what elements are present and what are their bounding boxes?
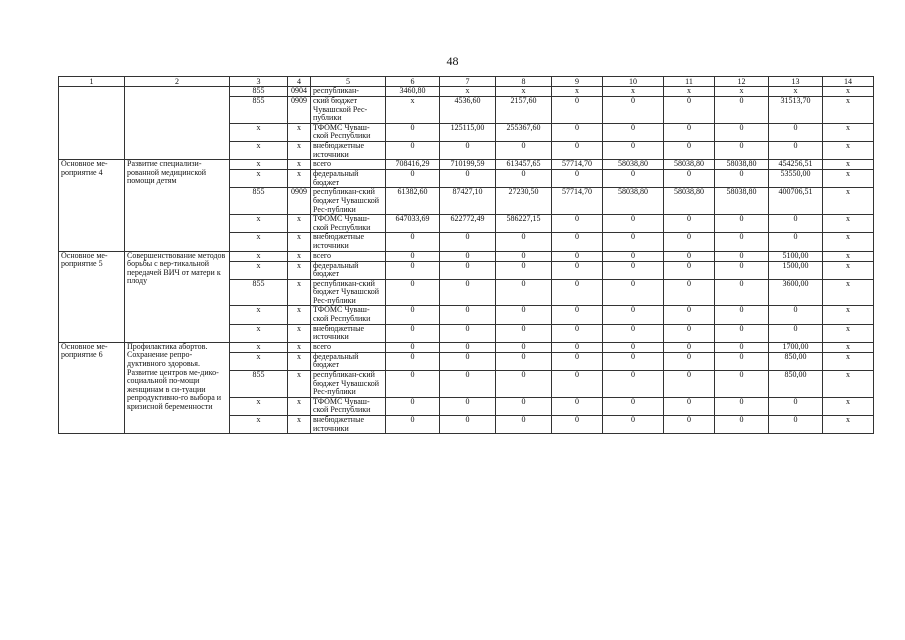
table-cell: 0 (552, 251, 603, 261)
table-cell: 0 (715, 141, 769, 159)
table-cell: 58038,80 (664, 188, 715, 215)
table-cell: 0 (603, 261, 664, 279)
table-cell: x (664, 87, 715, 97)
table-cell: 0 (552, 397, 603, 415)
column-number: 13 (769, 77, 823, 87)
table-cell: 0 (715, 97, 769, 124)
table-cell: x (823, 371, 874, 398)
table-cell: x (230, 397, 288, 415)
table-cell: 0 (496, 352, 552, 370)
table-cell: 125115,00 (440, 123, 496, 141)
table-cell: 0 (440, 170, 496, 188)
column-number-row (59, 77, 874, 87)
table-cell: 0 (664, 215, 715, 233)
table-cell: x (230, 215, 288, 233)
table-cell: 0 (552, 261, 603, 279)
column-number: 7 (440, 77, 496, 87)
table-cell: x (823, 261, 874, 279)
measure-name-cell (59, 87, 125, 160)
table-cell: 0 (386, 397, 440, 415)
table-cell: x (288, 170, 311, 188)
column-number: 14 (823, 77, 874, 87)
table-cell: x (823, 397, 874, 415)
table-cell: 58038,80 (603, 160, 664, 170)
funding-source-cell: внебюджетные источники (311, 324, 386, 342)
table-cell: 0 (552, 342, 603, 352)
table-cell: 0 (664, 416, 715, 434)
funding-source-cell: всего (311, 251, 386, 261)
table-cell: 0 (440, 233, 496, 251)
table-cell: 0 (664, 371, 715, 398)
table-cell: 0 (603, 352, 664, 370)
table-cell: 855 (230, 97, 288, 124)
table-cell: x (288, 416, 311, 434)
table-cell: x (230, 324, 288, 342)
table-row (59, 251, 874, 261)
table-cell: 0 (769, 215, 823, 233)
table-cell: 0 (552, 215, 603, 233)
table-cell: 0 (603, 306, 664, 324)
table-cell: 586227,15 (496, 215, 552, 233)
table-cell: 0 (664, 123, 715, 141)
table-cell: 31513,70 (769, 97, 823, 124)
table-cell: 400706,51 (769, 188, 823, 215)
table-cell: 708416,29 (386, 160, 440, 170)
table-cell: 0 (664, 342, 715, 352)
page-number: 48 (446, 54, 459, 68)
table-cell: 0 (386, 251, 440, 261)
column-number: 8 (496, 77, 552, 87)
table-cell: 1700,00 (769, 342, 823, 352)
column-number: 1 (59, 77, 125, 87)
table-cell: x (288, 371, 311, 398)
table-cell: 454256,51 (769, 160, 823, 170)
table-cell: x (230, 170, 288, 188)
table-cell: x (288, 279, 311, 306)
table-cell: 0 (496, 416, 552, 434)
table-cell: 4536,60 (440, 97, 496, 124)
table-cell: x (230, 261, 288, 279)
table-cell: 0 (715, 342, 769, 352)
table-cell: 0 (603, 397, 664, 415)
table-cell: 0 (715, 123, 769, 141)
funding-source-cell: федеральный бюджет (311, 352, 386, 370)
table-cell: x (823, 279, 874, 306)
table-cell: 0 (715, 233, 769, 251)
table-cell: 58038,80 (603, 188, 664, 215)
table-cell: 855 (230, 279, 288, 306)
table-cell: x (230, 251, 288, 261)
table-cell: 855 (230, 188, 288, 215)
table-cell: 53550,00 (769, 170, 823, 188)
table-cell: 0 (603, 233, 664, 251)
table-cell: x (823, 123, 874, 141)
funding-source-cell: ТФОМС Чуваш-ской Республики (311, 397, 386, 415)
table-cell: 0 (440, 261, 496, 279)
table-cell: 0 (496, 170, 552, 188)
table-cell: 0 (715, 170, 769, 188)
table-cell: 0 (386, 371, 440, 398)
table-cell: 61382,60 (386, 188, 440, 215)
table-cell: 0 (386, 261, 440, 279)
table-cell: 0 (552, 141, 603, 159)
table-cell: x (288, 215, 311, 233)
table-cell: 0 (769, 141, 823, 159)
table-cell: x (823, 416, 874, 434)
table-cell: 0 (496, 306, 552, 324)
table-cell: 0 (603, 371, 664, 398)
table-cell: 0 (769, 397, 823, 415)
table-cell: 0 (664, 324, 715, 342)
column-number: 6 (386, 77, 440, 87)
table-cell: x (230, 123, 288, 141)
table-cell: 0 (552, 352, 603, 370)
table-cell: 255367,60 (496, 123, 552, 141)
column-number: 2 (125, 77, 230, 87)
table-cell: 0 (603, 215, 664, 233)
funding-source-cell: всего (311, 160, 386, 170)
table-cell: x (288, 123, 311, 141)
table-cell: 87427,10 (440, 188, 496, 215)
table-cell: 0 (715, 416, 769, 434)
table-cell: x (230, 306, 288, 324)
table-cell: 0 (496, 397, 552, 415)
table-cell: 0 (769, 416, 823, 434)
table-cell: x (288, 261, 311, 279)
table-cell: 0909 (288, 188, 311, 215)
table-cell: 710199,59 (440, 160, 496, 170)
table-cell: 1500,00 (769, 261, 823, 279)
funding-source-cell: внебюджетные источники (311, 416, 386, 434)
table-cell: 0 (386, 123, 440, 141)
table-cell: 0 (386, 233, 440, 251)
table-cell: x (823, 233, 874, 251)
budget-table (58, 76, 874, 434)
table-cell: 0 (603, 279, 664, 306)
table-cell: 0 (603, 97, 664, 124)
table-cell: x (603, 87, 664, 97)
table-cell: 0 (769, 324, 823, 342)
table-row (59, 342, 874, 352)
table-cell: 647033,69 (386, 215, 440, 233)
funding-source-cell: внебюджетные источники (311, 141, 386, 159)
table-cell: 0 (386, 141, 440, 159)
table-cell: x (440, 87, 496, 97)
table-body (59, 87, 874, 434)
table-cell: x (823, 215, 874, 233)
table-cell: x (823, 324, 874, 342)
table-cell: 0 (496, 261, 552, 279)
table-cell: x (230, 160, 288, 170)
table-cell: 0 (552, 233, 603, 251)
table-cell: 0 (603, 251, 664, 261)
table-cell: 3600,00 (769, 279, 823, 306)
table-cell: 0 (664, 97, 715, 124)
table-cell: 850,00 (769, 352, 823, 370)
table-cell: 0 (496, 342, 552, 352)
table-cell: 0 (715, 215, 769, 233)
table-cell: x (715, 87, 769, 97)
table-cell: 0 (440, 397, 496, 415)
table-cell: 0 (386, 352, 440, 370)
table-cell: 0 (715, 306, 769, 324)
table-cell: 0 (552, 306, 603, 324)
table-cell: 0 (664, 141, 715, 159)
table-cell: x (288, 306, 311, 324)
table-cell: x (823, 170, 874, 188)
table-cell: 0 (769, 233, 823, 251)
table-cell: 0 (552, 170, 603, 188)
table-cell: x (288, 352, 311, 370)
table-cell: 0 (386, 170, 440, 188)
funding-source-cell: ТФОМС Чуваш-ской Республики (311, 123, 386, 141)
table-cell: 0 (715, 261, 769, 279)
table-cell: x (288, 141, 311, 159)
table-cell: 0 (552, 97, 603, 124)
table-cell: 5100,00 (769, 251, 823, 261)
funding-source-cell: ский бюджет Чувашской Рес-публики (311, 97, 386, 124)
table-cell: x (552, 87, 603, 97)
table-cell: 0 (440, 141, 496, 159)
table-cell: x (288, 233, 311, 251)
table-cell: x (230, 342, 288, 352)
funding-source-cell: республикан-ский бюджет Чувашской Рес-публики (311, 279, 386, 306)
table-cell: 0 (715, 352, 769, 370)
table-cell: 58038,80 (664, 160, 715, 170)
table-cell: 0 (496, 233, 552, 251)
column-number: 12 (715, 77, 769, 87)
funding-source-cell: республикан-ский бюджет Чувашской Рес-публики (311, 371, 386, 398)
table-cell: 0 (386, 416, 440, 434)
table-cell: x (823, 87, 874, 97)
table-cell: 0 (440, 416, 496, 434)
table-cell: 0 (552, 416, 603, 434)
table-row (59, 160, 874, 170)
measure-name-cell: Основное ме-роприятие 4 (59, 160, 125, 251)
table-cell: 622772,49 (440, 215, 496, 233)
table-cell: x (288, 251, 311, 261)
table-cell: x (823, 352, 874, 370)
column-number: 9 (552, 77, 603, 87)
table-cell: 0 (440, 371, 496, 398)
table-cell: 0 (715, 279, 769, 306)
measure-description-cell: Профилактика абортов. Сохранение репро-дуктивного здоровья. Развитие центров ме-дико-социальной по-мощи женщинам в си-туации репродуктивно-го выбора и кризисной беременности (125, 342, 230, 433)
table-cell: 0 (664, 279, 715, 306)
table-cell: 0 (603, 324, 664, 342)
table-cell: 0 (440, 306, 496, 324)
table-cell: 613457,65 (496, 160, 552, 170)
measure-description-cell (125, 87, 230, 160)
table-cell: 0 (386, 342, 440, 352)
table-cell: x (288, 397, 311, 415)
table-cell: 27230,50 (496, 188, 552, 215)
table-cell: 0 (664, 306, 715, 324)
table-cell: 0 (496, 279, 552, 306)
table-cell: 0 (440, 251, 496, 261)
table-cell: 0 (664, 233, 715, 251)
table-cell: 0 (552, 279, 603, 306)
table-cell: 0 (603, 170, 664, 188)
table-cell: x (769, 87, 823, 97)
table-cell: x (288, 342, 311, 352)
funding-source-cell: внебюджетные источники (311, 233, 386, 251)
table-cell: 0 (769, 306, 823, 324)
table-cell: x (823, 188, 874, 215)
table-cell: 0 (440, 352, 496, 370)
table-cell: x (496, 87, 552, 97)
table-cell: 0 (386, 279, 440, 306)
table-cell: x (386, 97, 440, 124)
table-cell: 0 (440, 279, 496, 306)
measure-description-cell: Совершенствование методов борьбы с вер-тикальной передачей ВИЧ от матери к плоду (125, 251, 230, 342)
table-cell: 0904 (288, 87, 311, 97)
table-cell: x (288, 160, 311, 170)
funding-source-cell: республикан- (311, 87, 386, 97)
table-cell: 0 (603, 123, 664, 141)
table-row (59, 87, 874, 97)
table-cell: 0 (552, 324, 603, 342)
table-cell: 855 (230, 87, 288, 97)
table-cell: 58038,80 (715, 160, 769, 170)
column-number: 10 (603, 77, 664, 87)
table-cell: x (230, 416, 288, 434)
column-number: 4 (288, 77, 311, 87)
table-cell: 0 (715, 324, 769, 342)
table-cell: 2157,60 (496, 97, 552, 124)
table-cell: x (823, 251, 874, 261)
table-cell: 3460,80 (386, 87, 440, 97)
table-cell: 0 (386, 306, 440, 324)
table-cell: 0 (664, 251, 715, 261)
funding-source-cell: ТФОМС Чуваш-ской Республики (311, 215, 386, 233)
table-cell: 0 (496, 324, 552, 342)
funding-source-cell: федеральный бюджет (311, 170, 386, 188)
table-cell: 0 (603, 141, 664, 159)
table-cell: 0 (440, 342, 496, 352)
table-cell: 0 (664, 352, 715, 370)
column-number: 5 (311, 77, 386, 87)
table-cell: 850,00 (769, 371, 823, 398)
table-cell: x (230, 233, 288, 251)
column-number: 3 (230, 77, 288, 87)
table-cell: 0 (715, 397, 769, 415)
table-cell: x (230, 141, 288, 159)
table-cell: 0 (715, 371, 769, 398)
table-cell: 0 (664, 170, 715, 188)
table-cell: 57714,70 (552, 188, 603, 215)
table-cell: 855 (230, 371, 288, 398)
table-cell: 0 (603, 342, 664, 352)
table-cell: x (823, 306, 874, 324)
column-number: 11 (664, 77, 715, 87)
table-cell: 0909 (288, 97, 311, 124)
table-cell: 0 (769, 123, 823, 141)
table-cell: 0 (496, 371, 552, 398)
table-cell: x (823, 160, 874, 170)
funding-source-cell: всего (311, 342, 386, 352)
table-cell: 0 (496, 141, 552, 159)
table-cell: x (823, 97, 874, 124)
table-cell: 0 (715, 251, 769, 261)
table-cell: x (823, 342, 874, 352)
table-cell: 0 (386, 324, 440, 342)
measure-name-cell: Основное ме-роприятие 5 (59, 251, 125, 342)
table-cell: x (823, 141, 874, 159)
measure-name-cell: Основное ме-роприятие 6 (59, 342, 125, 433)
table-cell: 58038,80 (715, 188, 769, 215)
table-cell: 0 (552, 371, 603, 398)
table-cell: 0 (552, 123, 603, 141)
funding-source-cell: федеральный бюджет (311, 261, 386, 279)
table-cell: x (288, 324, 311, 342)
table-cell: 0 (603, 416, 664, 434)
table-cell: 57714,70 (552, 160, 603, 170)
table-cell: 0 (664, 397, 715, 415)
table-cell: x (230, 352, 288, 370)
table-cell: 0 (440, 324, 496, 342)
table-cell: 0 (664, 261, 715, 279)
funding-source-cell: республикан-ский бюджет Чувашской Рес-публики (311, 188, 386, 215)
funding-source-cell: ТФОМС Чуваш-ской Республики (311, 306, 386, 324)
table-cell: 0 (496, 251, 552, 261)
measure-description-cell: Развитие специализи-рованной медицинской помощи детям (125, 160, 230, 251)
